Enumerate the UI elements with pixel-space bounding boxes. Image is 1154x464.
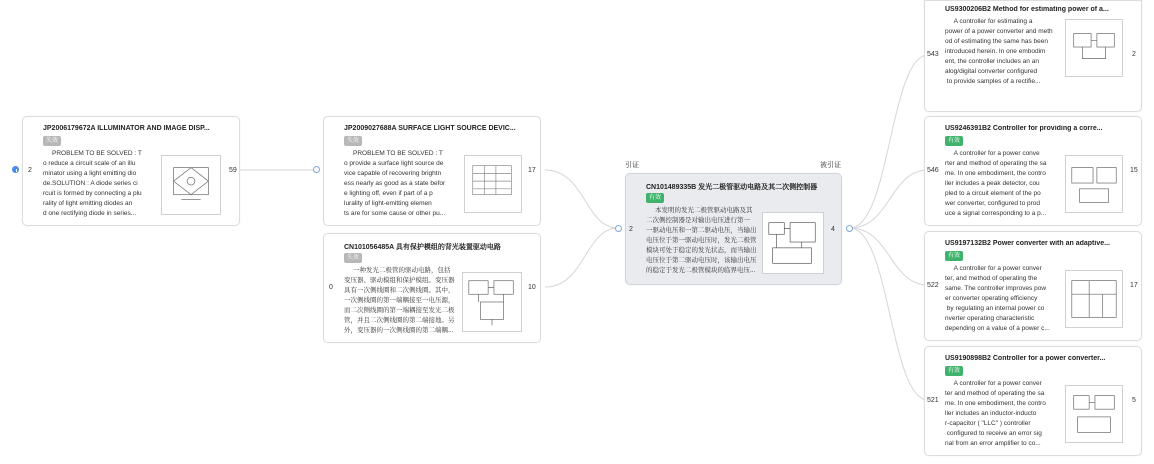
- status-badge: 有效: [945, 251, 963, 261]
- status-badge: 失效: [43, 136, 61, 146]
- patent-title[interactable]: JP2009027688A SURFACE LIGHT SOURCE DEVIC...: [344, 125, 516, 132]
- patent-title[interactable]: US9300206B2 Method for estimating power of a...: [945, 6, 1109, 13]
- patent-drawing-thumbnail[interactable]: [1065, 155, 1123, 213]
- patent-abstract: 一种发光二极管的驱动电路，包括 变压器、驱动模组和保护模组。变压器 具有一次侧线圈和二次侧线圈。其中， 一次侧线圈的第一端耦接至一电压源， 而二次侧线圈的第一端耦接至发光二极 管，并且二次侧线圈的第二端接地。另 外，变压器的一次侧线圈的第二端耦...: [344, 267, 455, 334]
- collapse-node-right-center[interactable]: [846, 225, 853, 232]
- collapse-node-left-center[interactable]: [615, 225, 622, 232]
- patent-abstract: A controller for a power conver ter and method of operating the sa me. In one embodiment, the contro ller includes an inductor-inducto r-capacitor ( "LLC" ) controller configured to receive an error sig nal from an error amplifier to co...: [945, 380, 1046, 447]
- patent-abstract: PROBLEM TO BE SOLVED : T o provide a surface light source de vice capable of recovering brightn ess nearly as good as a state befor e lighting off, even if part of a p lurality of light-emitting elemen ts are for some cause or other pu...: [344, 150, 446, 217]
- patent-title[interactable]: JP2006179672A ILLUMINATOR AND IMAGE DISP...: [43, 125, 210, 132]
- patent-card-us9300206b2[interactable]: [924, 0, 1142, 112]
- cites-label: 被引证: [820, 162, 841, 169]
- patent-card-jp2009027688a[interactable]: [323, 116, 541, 226]
- patent-title[interactable]: US9197132B2 Power converter with an adaptive...: [945, 240, 1110, 247]
- outgoing-count: 10: [528, 284, 536, 291]
- patent-title[interactable]: CN101489335B 发光二极管驱动电路及其二次侧控制器: [646, 184, 818, 191]
- outgoing-count: 4: [831, 226, 835, 233]
- status-badge: 失效: [344, 136, 362, 146]
- outgoing-count: 5: [1132, 397, 1136, 404]
- incoming-count: 522: [927, 282, 939, 289]
- patent-abstract: PROBLEM TO BE SOLVED : T o reduce a circuit scale of an illu minator using a light emitting dio de.SOLUTION : A diode series ci rcuit is formed by connecting a plu rality of light emitting diodes an d one rectifying diode in series...: [43, 150, 142, 217]
- patent-card-us9246391b2[interactable]: [924, 116, 1142, 226]
- patent-card-jp2006179672a[interactable]: [22, 116, 240, 226]
- patent-card-cn101056485a[interactable]: [323, 233, 541, 343]
- outgoing-count: 17: [528, 167, 536, 174]
- status-badge: 有效: [945, 366, 963, 376]
- patent-title[interactable]: CN101056485A 具有保护模组的背光装置驱动电路: [344, 244, 501, 251]
- patent-drawing-thumbnail[interactable]: [1065, 385, 1123, 443]
- outgoing-count: 15: [1130, 167, 1138, 174]
- patent-abstract: A controller for a power conver ter, and method of operating the same. The controller improves pow er converter operating efficiency by regulating an internal power co nverter operating characteristic depending on a value of a power c...: [945, 265, 1050, 332]
- collapse-node-jp2006[interactable]: [313, 166, 320, 173]
- status-badge: 有效: [646, 193, 664, 203]
- outgoing-count: 2: [1132, 51, 1136, 58]
- patent-drawing-thumbnail[interactable]: [464, 155, 522, 213]
- patent-card-us9190898b2[interactable]: [924, 346, 1142, 456]
- expand-left-node[interactable]: [12, 166, 19, 173]
- patent-drawing-thumbnail[interactable]: [161, 155, 221, 215]
- patent-card-cn101489335b[interactable]: [625, 173, 842, 285]
- patent-abstract: 本发明的发光二极管驱动电路及其 二次侧控制器是对输出电压进行第一 一驱动电压和一第二驱动电压，当输出 电压位于第一驱动电压时，发光二极管 模块可处于稳定的发光状态，而当输出 电压位于第二驱动电压时，该输出电压 的稳定于发光二极管模块的临界电压...: [646, 207, 757, 274]
- incoming-count: 2: [28, 167, 32, 174]
- patent-abstract: A controller for a power conve rter and method of operating the sa me. In one embodiment, the contro ller includes a peak detector, cou pled to a circuit element of the po wer converter, configured to prod uce a signal corresponding to a p...: [945, 150, 1047, 217]
- patent-drawing-thumbnail[interactable]: [462, 272, 522, 332]
- incoming-count: 2: [629, 226, 633, 233]
- status-badge: 失效: [344, 253, 362, 263]
- incoming-count: 546: [927, 167, 939, 174]
- incoming-count: 521: [927, 397, 939, 404]
- patent-drawing-thumbnail[interactable]: [1065, 19, 1123, 77]
- patent-drawing-thumbnail[interactable]: [762, 212, 824, 274]
- patent-drawing-thumbnail[interactable]: [1065, 270, 1123, 328]
- patent-title[interactable]: US9190898B2 Controller for a power converter...: [945, 355, 1106, 362]
- patent-title[interactable]: US9246391B2 Controller for providing a corre...: [945, 125, 1103, 132]
- cited-by-label: 引证: [625, 162, 639, 169]
- incoming-count: 0: [329, 284, 333, 291]
- incoming-count: 543: [927, 51, 939, 58]
- outgoing-count: 59: [229, 167, 237, 174]
- status-badge: 有效: [945, 136, 963, 146]
- patent-abstract: A controller for estimating a power of a power converter and meth od of estimating the same has been introduced herein. In one embodim ent, the controller includes an an alog/digital converter configured to provide samples of a rectifie...: [945, 18, 1053, 85]
- outgoing-count: 17: [1130, 282, 1138, 289]
- patent-card-us9197132b2[interactable]: [924, 231, 1142, 341]
